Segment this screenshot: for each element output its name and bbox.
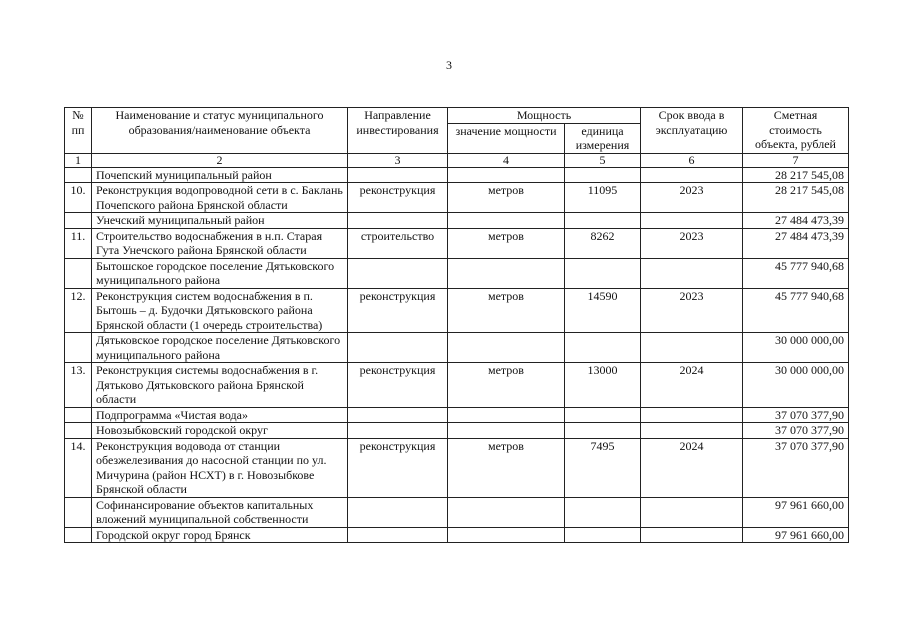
capacity-value <box>448 407 565 423</box>
investment-direction: реконструкция <box>348 183 448 213</box>
row-number <box>65 423 92 439</box>
table-row <box>65 213 849 229</box>
investment-direction <box>348 258 448 288</box>
estimated-cost: 30 000 000,00 <box>743 363 849 408</box>
capacity-unit <box>565 423 641 439</box>
capacity-unit <box>565 167 641 183</box>
header-capacity-unit: единица измерения <box>565 123 641 153</box>
investment-direction: реконструкция <box>348 363 448 408</box>
investment-direction <box>348 333 448 363</box>
commissioning-date <box>641 423 743 439</box>
table-row <box>65 333 849 363</box>
table-row <box>65 258 849 288</box>
column-number: 4 <box>448 153 565 167</box>
object-name: Почепский муниципальный район <box>92 167 348 183</box>
capacity-unit: 8262 <box>565 228 641 258</box>
estimated-cost: 27 484 473,39 <box>743 228 849 258</box>
row-number: 13. <box>65 363 92 408</box>
capacity-unit <box>565 258 641 288</box>
table-row <box>65 228 849 258</box>
investment-direction <box>348 497 448 527</box>
commissioning-date <box>641 497 743 527</box>
capacity-unit: 13000 <box>565 363 641 408</box>
capacity-value <box>448 167 565 183</box>
capacity-value <box>448 497 565 527</box>
commissioning-date: 2023 <box>641 288 743 333</box>
object-name: Дятьковское городское поселение Дятьковского муниципального района <box>92 333 348 363</box>
row-number <box>65 213 92 229</box>
object-name: Реконструкция водовода от станции обезжелезивания до насосной станции по ул. Мичурина (район НСХТ) в г. Новозыбкове Брянской области <box>92 438 348 497</box>
estimated-cost: 28 217 545,08 <box>743 183 849 213</box>
object-name: Реконструкция системы водоснабжения в г. Дятьково Дятьковского района Брянской области <box>92 363 348 408</box>
table-row <box>65 167 849 183</box>
estimated-cost: 27 484 473,39 <box>743 213 849 229</box>
row-number: 10. <box>65 183 92 213</box>
investment-direction <box>348 167 448 183</box>
object-name: Строительство водоснабжения в н.п. Старая Гута Унечского района Брянской области <box>92 228 348 258</box>
capacity-unit <box>565 407 641 423</box>
estimated-cost: 97 961 660,00 <box>743 527 849 543</box>
commissioning-date <box>641 527 743 543</box>
table-row <box>65 438 849 497</box>
header-capacity-value: значение мощности <box>448 123 565 153</box>
header-row <box>65 108 849 124</box>
table-row <box>65 288 849 333</box>
estimated-cost: 28 217 545,08 <box>743 167 849 183</box>
row-number: 14. <box>65 438 92 497</box>
row-number <box>65 333 92 363</box>
commissioning-date: 2024 <box>641 438 743 497</box>
column-number: 5 <box>565 153 641 167</box>
commissioning-date <box>641 258 743 288</box>
header-cost: Сметная стоимость объекта, рублей <box>743 108 849 154</box>
row-number: 12. <box>65 288 92 333</box>
capacity-value: метров <box>448 183 565 213</box>
investment-direction: реконструкция <box>348 438 448 497</box>
capacity-value: метров <box>448 228 565 258</box>
investment-direction <box>348 423 448 439</box>
header-date: Срок ввода в эксплуатацию <box>641 108 743 154</box>
investment-direction: строительство <box>348 228 448 258</box>
investment-direction <box>348 527 448 543</box>
investment-direction <box>348 213 448 229</box>
row-number <box>65 497 92 527</box>
commissioning-date <box>641 167 743 183</box>
estimated-cost: 45 777 940,68 <box>743 258 849 288</box>
table-row <box>65 497 849 527</box>
commissioning-date: 2023 <box>641 183 743 213</box>
column-number-row <box>65 153 849 167</box>
header-name: Наименование и статус муниципального образования/наименование объекта <box>92 108 348 154</box>
table-body <box>65 167 849 543</box>
object-name: Реконструкция систем водоснабжения в п. Бытошь – д. Будочки Дятьковского района Брянской области (1 очередь строительства) <box>92 288 348 333</box>
capacity-unit <box>565 497 641 527</box>
commissioning-date <box>641 213 743 229</box>
capacity-unit <box>565 213 641 229</box>
capacity-unit: 14590 <box>565 288 641 333</box>
capacity-unit: 7495 <box>565 438 641 497</box>
row-number <box>65 407 92 423</box>
investment-direction: реконструкция <box>348 288 448 333</box>
capacity-value: метров <box>448 438 565 497</box>
table-row <box>65 183 849 213</box>
object-name: Софинансирование объектов капитальных вложений муниципальной собственности <box>92 497 348 527</box>
estimated-cost: 37 070 377,90 <box>743 438 849 497</box>
page-number: 3 <box>446 58 452 72</box>
estimated-cost: 30 000 000,00 <box>743 333 849 363</box>
table-row <box>65 363 849 408</box>
estimated-cost: 37 070 377,90 <box>743 423 849 439</box>
column-number: 1 <box>65 153 92 167</box>
investment-direction <box>348 407 448 423</box>
commissioning-date: 2024 <box>641 363 743 408</box>
row-number <box>65 167 92 183</box>
column-number: 3 <box>348 153 448 167</box>
commissioning-date <box>641 333 743 363</box>
table-row <box>65 423 849 439</box>
object-name: Унечский муниципальный район <box>92 213 348 229</box>
estimated-cost: 45 777 940,68 <box>743 288 849 333</box>
object-name: Городской округ город Брянск <box>92 527 348 543</box>
estimated-cost: 97 961 660,00 <box>743 497 849 527</box>
capacity-value <box>448 527 565 543</box>
row-number <box>65 527 92 543</box>
commissioning-date: 2023 <box>641 228 743 258</box>
table-row <box>65 407 849 423</box>
commissioning-date <box>641 407 743 423</box>
header-direction: Направление инвестирования <box>348 108 448 154</box>
header-capacity: Мощность <box>448 108 641 124</box>
capacity-value <box>448 213 565 229</box>
object-name: Реконструкция водопроводной сети в с. Баклань Почепского района Брянской области <box>92 183 348 213</box>
capacity-unit: 11095 <box>565 183 641 213</box>
capacity-unit <box>565 333 641 363</box>
capacity-value: метров <box>448 288 565 333</box>
investment-table <box>64 107 849 543</box>
capacity-value: метров <box>448 363 565 408</box>
table-row <box>65 527 849 543</box>
row-number: 11. <box>65 228 92 258</box>
capacity-value <box>448 423 565 439</box>
object-name: Подпрограмма «Чистая вода» <box>92 407 348 423</box>
capacity-value <box>448 258 565 288</box>
object-name: Бытошское городское поселение Дятьковского муниципального района <box>92 258 348 288</box>
capacity-unit <box>565 527 641 543</box>
column-number: 7 <box>743 153 849 167</box>
header-num: № пп <box>65 108 92 154</box>
column-number: 2 <box>92 153 348 167</box>
capacity-value <box>448 333 565 363</box>
row-number <box>65 258 92 288</box>
object-name: Новозыбковский городской округ <box>92 423 348 439</box>
column-number: 6 <box>641 153 743 167</box>
estimated-cost: 37 070 377,90 <box>743 407 849 423</box>
